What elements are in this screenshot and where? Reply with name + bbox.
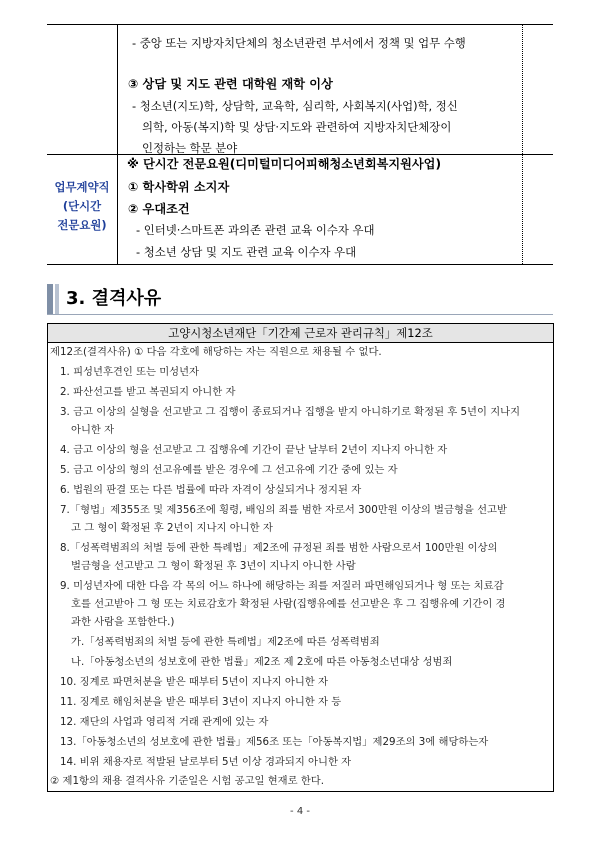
list-item: ② 우대조건 <box>128 202 190 216</box>
regulation-line: 나.「아동청소년의 성보호에 관한 법률」제2조 제 2호에 따른 아동청소년대상 성범죄 <box>71 656 453 668</box>
text-line: - 중앙 또는 지방자치단체의 청소년관련 부서에서 정책 및 업무 수행 <box>132 36 466 50</box>
regulation-line: 2. 파산선고를 받고 복권되지 아니한 자 <box>60 386 236 398</box>
table-row <box>47 25 553 155</box>
text-line: - 청소년(지도)학, 상담학, 교육학, 심리학, 사회복지(사업)학, 정신 <box>132 99 458 113</box>
regulation-line: 13.「아동청소년의 성보호에 관한 법률」제56조 또는「아동복지법」제29조의 3에 해당하는자 <box>60 736 489 748</box>
section-title: 3. 결격사유 <box>66 288 162 309</box>
regulation-line: 11. 징계로 해임처분을 받은 때부터 3년이 지나지 아니한 자 등 <box>60 696 342 708</box>
regulation-line: 4. 금고 이상의 형을 선고받고 그 집행유예 기간이 끝난 날부터 2년이 지나지 아니한 자 <box>60 444 448 456</box>
regulation-line: 1. 피성년후견인 또는 미성년자 <box>60 366 200 378</box>
row-label: (단시간 <box>62 199 102 213</box>
row-label-cell <box>47 154 118 264</box>
regulation-line: 고 그 형이 확정된 후 2년이 지나지 아니한 자 <box>71 522 273 534</box>
page-number: - 4 - <box>290 806 310 817</box>
regulation-line: 5. 금고 이상의 형의 선고유예를 받은 경우에 그 선고유예 기간 중에 있는 자 <box>60 464 398 476</box>
row-note-cell <box>522 154 553 264</box>
section-marker <box>55 284 59 314</box>
section-marker <box>47 284 53 314</box>
regulation-line: 9. 미성년자에 대한 다음 각 목의 어느 하나에 해당하는 죄를 저질러 파면해임되거나 형 또는 치료감 <box>60 580 504 592</box>
regulation-line: 가.「성폭력범죄의 처벌 등에 관한 특례법」제2조에 따른 성폭력범죄 <box>71 636 380 648</box>
regulation-box <box>47 323 554 792</box>
row-label: 전문요원) <box>57 218 107 232</box>
regulation-line: 14. 비위 채용자로 적발된 날로부터 5년 이상 경과되지 아니한 자 <box>60 756 352 768</box>
text-line: 인정하는 학문 분야 <box>142 141 238 155</box>
regulation-line: 벌금형을 선고받고 그 형이 확정된 후 3년이 지나지 아니한 사람 <box>71 560 356 572</box>
subheading: ※ 단시간 전문요원(디미털미디어피해청소년회복지원사업) <box>127 157 442 171</box>
regulation-line: 호를 선고받아 그 형 또는 치료감호가 확정된 사람(집행유예를 선고받은 후 그 집행유예 기간이 경 <box>71 598 506 610</box>
row-note-cell <box>522 25 553 154</box>
regulation-box-header: 고양시청소년재단「기간제 근로자 관리규칙」제12조 <box>48 324 553 343</box>
section-divider <box>47 314 553 315</box>
regulation-line: 아니한 자 <box>71 424 115 436</box>
regulation-line: 10. 징계로 파면처분을 받은 때부터 5년이 지나지 아니한 자 <box>60 676 328 688</box>
row-label: 업무계약직 <box>54 180 110 194</box>
text-line: - 청소년 상담 및 지도 관련 교육 이수자 우대 <box>136 245 357 259</box>
row-content-cell <box>117 25 523 154</box>
regulation-line: ② 제1항의 채용 결격사유 기준일은 시험 공고일 현재로 한다. <box>50 775 325 787</box>
regulation-line: 6. 법원의 판결 또는 다른 법률에 따라 자격이 상실되거나 정지된 자 <box>60 484 362 496</box>
text-line: 의학, 아동(복지)학 및 상담·지도와 관련하여 지방자치단체장이 <box>142 120 452 134</box>
regulation-line: 8.「성폭력범죄의 처벌 등에 관한 특례법」제2조에 규정된 죄를 범한 사람으로서 100만원 이상의 <box>60 542 498 554</box>
row-content-cell <box>117 154 523 264</box>
table-row <box>47 154 553 265</box>
qualification-table <box>47 24 553 265</box>
row-label-cell <box>47 25 118 154</box>
regulation-line: 제12조(결격사유) ① 다음 각호에 해당하는 자는 직원으로 채용될 수 없다. <box>50 346 382 358</box>
list-item: ① 학사학위 소지자 <box>128 180 230 194</box>
subheading: ③ 상담 및 지도 관련 대학원 재학 이상 <box>128 77 333 91</box>
text-line: - 인터넷·스마트폰 과의존 관련 교육 이수자 우대 <box>136 223 375 237</box>
regulation-line: 12. 재단의 사업과 영리적 거래 관계에 있는 자 <box>60 716 269 728</box>
regulation-line: 3. 금고 이상의 실형을 선고받고 그 집행이 종료되거나 집행을 받지 아니하기로 확정된 후 5년이 지나지 <box>60 406 521 418</box>
regulation-line: 과한 사람을 포함한다.) <box>71 616 175 628</box>
regulation-line: 7.「형법」제355조 및 제356조에 횡령, 배임의 죄를 범한 자로서 300만원 이상의 벌금형을 선고받 <box>60 504 507 516</box>
